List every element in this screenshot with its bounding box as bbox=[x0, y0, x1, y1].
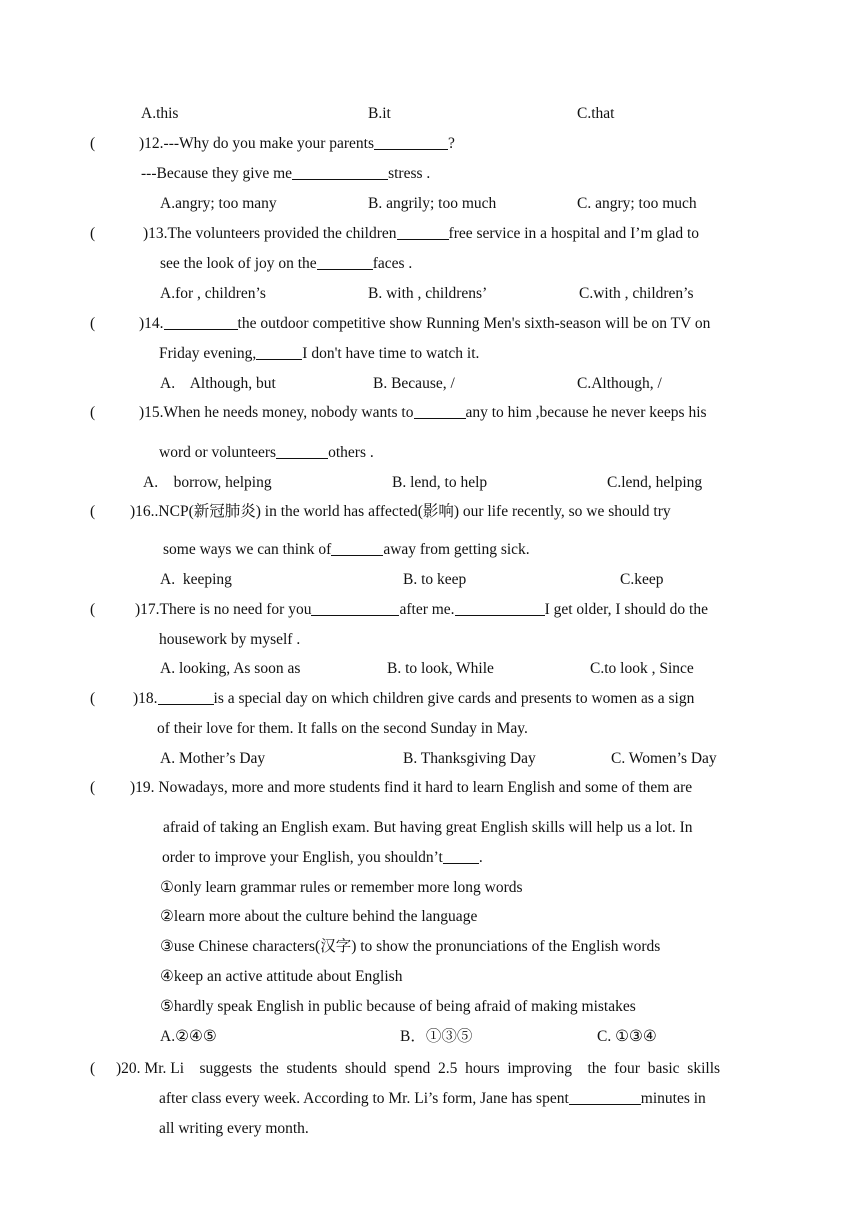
q12-option-b: B. angrily; too much bbox=[368, 195, 497, 212]
q16-option-a: A. keeping bbox=[160, 571, 232, 588]
q14-paren: ( bbox=[90, 315, 96, 332]
q17-paren: ( bbox=[90, 601, 96, 618]
q19-line3: order to improve your English, you shouldn’t . bbox=[162, 849, 483, 866]
q19-option-b: B．①③⑤ bbox=[400, 1028, 473, 1045]
q14-option-a: A. Although, but bbox=[160, 375, 276, 392]
q13-line2: see the look of joy on the faces . bbox=[160, 255, 413, 272]
q20-line2: after class every week. According to Mr. Li’s form, Jane has spent minutes in bbox=[159, 1090, 706, 1107]
q13-paren: ( bbox=[90, 225, 96, 242]
q17-option-a: A. looking, As soon as bbox=[160, 660, 301, 677]
q13-option-a: A.for , children’s bbox=[160, 285, 266, 302]
q20-paren: ( bbox=[90, 1060, 96, 1077]
answer-blank[interactable] bbox=[158, 690, 214, 705]
q11-option-b: B.it bbox=[368, 105, 391, 122]
q19-item-3: ③use Chinese characters(汉字) to show the pronunciations of the English words bbox=[160, 938, 661, 955]
q19-option-c: C. ①③④ bbox=[597, 1028, 657, 1045]
answer-blank[interactable] bbox=[331, 541, 383, 556]
q18-option-c: C. Women’s Day bbox=[611, 750, 717, 767]
q12-line2: ---Because they give me stress . bbox=[141, 165, 431, 182]
answer-blank[interactable] bbox=[569, 1090, 641, 1105]
q17-line2: housework by myself . bbox=[159, 631, 301, 648]
q19-item-1: ①only learn grammar rules or remember more long words bbox=[160, 879, 523, 896]
q14-option-b: B. Because, / bbox=[373, 375, 455, 392]
q12-stem: )12.---Why do you make your parents ? bbox=[139, 135, 455, 152]
q15-line2: word or volunteers others . bbox=[159, 444, 374, 461]
q18-option-a: A. Mother’s Day bbox=[160, 750, 266, 767]
answer-blank[interactable] bbox=[311, 601, 399, 616]
answer-blank[interactable] bbox=[374, 135, 448, 150]
q16-line2: some ways we can think of away from getting sick. bbox=[163, 541, 530, 558]
q17-option-b: B. to look, While bbox=[387, 660, 494, 677]
q16-option-c: C.keep bbox=[620, 571, 664, 588]
q13-option-b: B. with , childrens’ bbox=[368, 285, 488, 302]
q18-stem: )18. is a special day on which children give cards and presents to women as a sign bbox=[133, 690, 695, 707]
q15-option-b: B. lend, to help bbox=[392, 474, 488, 491]
q15-paren: ( bbox=[90, 404, 96, 421]
q13-stem: )13.The volunteers provided the children free service in a hospital and I’m glad to bbox=[143, 225, 700, 242]
q20-line3: all writing every month. bbox=[159, 1120, 309, 1137]
answer-blank[interactable] bbox=[292, 165, 388, 180]
q15-option-c: C.lend, helping bbox=[607, 474, 703, 491]
q18-paren: ( bbox=[90, 690, 96, 707]
answer-blank[interactable] bbox=[317, 255, 373, 270]
q12-option-c: C. angry; too much bbox=[577, 195, 697, 212]
answer-blank[interactable] bbox=[256, 345, 302, 360]
q16-paren: ( bbox=[90, 503, 96, 520]
q11-option-a: A.this bbox=[141, 105, 179, 122]
answer-blank[interactable] bbox=[455, 601, 545, 616]
q19-option-a: A.②④⑤ bbox=[160, 1028, 217, 1045]
q13-option-c: C.with , children’s bbox=[579, 285, 694, 302]
q16-option-b: B. to keep bbox=[403, 571, 467, 588]
q19-line2: afraid of taking an English exam. But having great English skills will help us a lot. In bbox=[163, 819, 693, 836]
q15-stem: )15.When he needs money, nobody wants to any to him ,because he never keeps his bbox=[139, 404, 707, 421]
q14-stem: )14. the outdoor competitive show Running Men's sixth-season will be on TV on bbox=[139, 315, 711, 332]
q19-paren: ( bbox=[90, 779, 96, 796]
answer-blank[interactable] bbox=[164, 315, 238, 330]
answer-blank[interactable] bbox=[414, 404, 466, 419]
answer-blank[interactable] bbox=[443, 849, 479, 864]
q17-stem: )17.There is no need for you after me. I get older, I should do the bbox=[135, 601, 708, 618]
q17-option-c: C.to look , Since bbox=[590, 660, 694, 677]
q15-option-a: A. borrow, helping bbox=[143, 474, 272, 491]
q14-option-c: C.Although, / bbox=[577, 375, 662, 392]
q14-line2: Friday evening, I don't have time to watch it. bbox=[159, 345, 480, 362]
q19-line1: )19. Nowadays, more and more students find it hard to learn English and some of them are bbox=[130, 779, 693, 796]
q12-paren: ( bbox=[90, 135, 96, 152]
q18-option-b: B. Thanksgiving Day bbox=[403, 750, 536, 767]
q16-stem: )16..NCP(新冠肺炎) in the world has affected(影响) our life recently, so we should try bbox=[130, 503, 671, 520]
q12-option-a: A.angry; too many bbox=[160, 195, 277, 212]
q19-item-4: ④keep an active attitude about English bbox=[160, 968, 403, 985]
q20-line1: )20. Mr. Li suggests the students should spend 2.5 hours improving the four basic skills bbox=[116, 1060, 721, 1077]
answer-blank[interactable] bbox=[276, 444, 328, 459]
q11-option-c: C.that bbox=[577, 105, 615, 122]
q19-item-5: ⑤hardly speak English in public because of being afraid of making mistakes bbox=[160, 998, 636, 1015]
q18-line2: of their love for them. It falls on the second Sunday in May. bbox=[157, 720, 528, 737]
q19-item-2: ②learn more about the culture behind the language bbox=[160, 908, 478, 925]
answer-blank[interactable] bbox=[397, 225, 449, 240]
